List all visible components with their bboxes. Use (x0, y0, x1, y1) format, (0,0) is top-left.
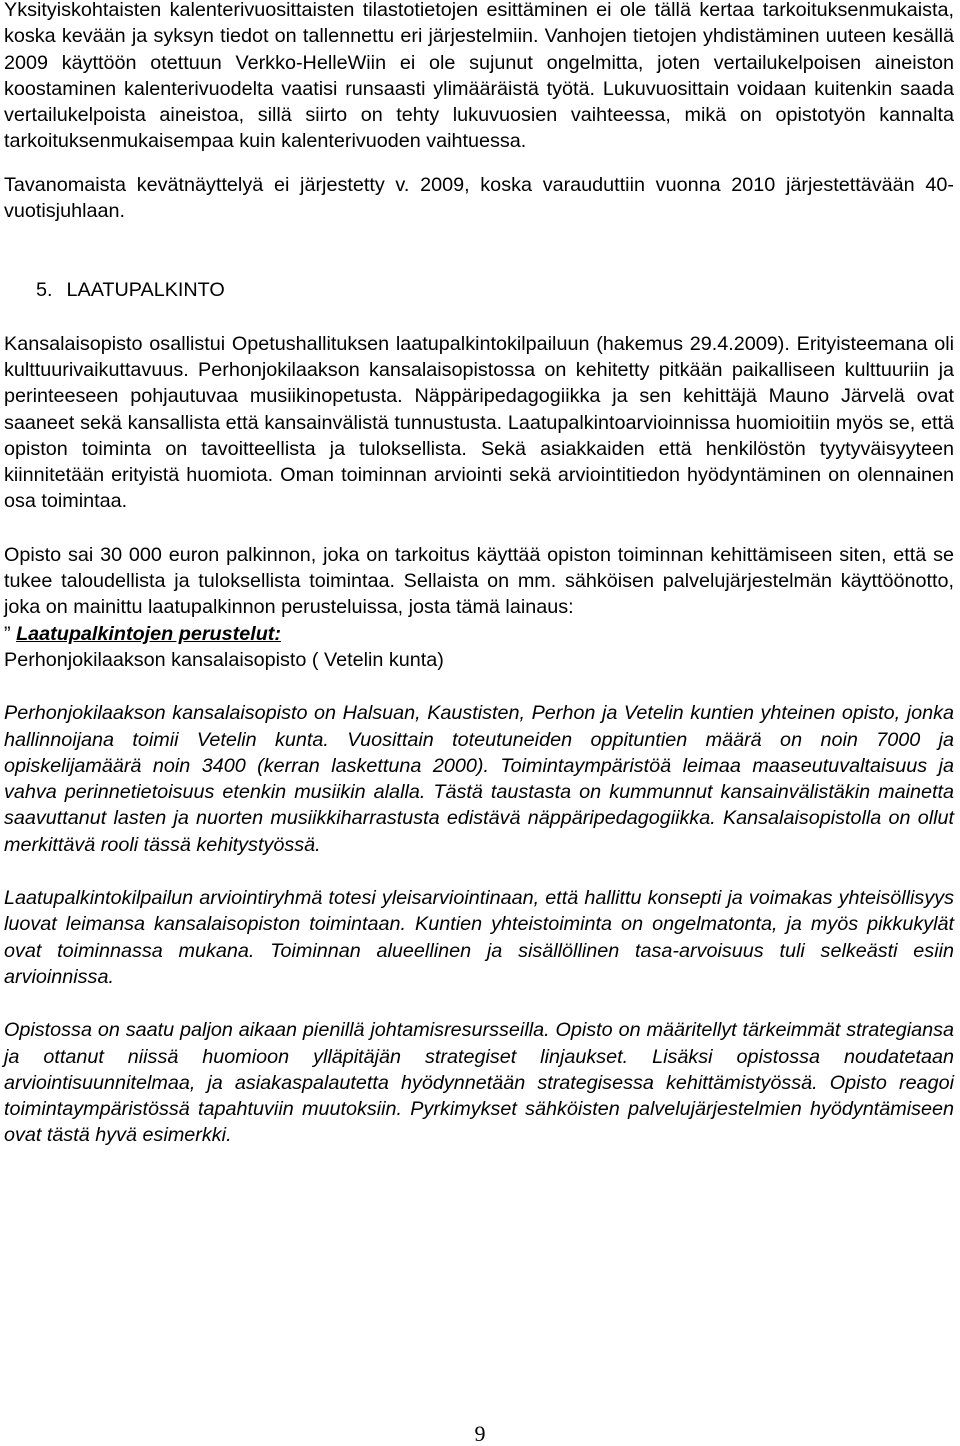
document-page (4, 0, 954, 1149)
quote-title: Laatupalkintojen perustelut: (16, 622, 281, 645)
paragraph-statistics: Yksityiskohtaisten kalenterivuosittaisten tilastotietojen esittäminen ei ole tällä kertaa tarkoituksenmukaista, koska kevään ja syksyn tiedot on tallennettu eri järjestelmiin. Vanhojen tietojen yhdistäminen uuteen kesällä 2009 käyttöön otettuun Verkko-HelleWiin ei ole sujunut ongelmitta, joten vertailukelpoisen aineiston koostaminen kalenterivuodelta vaatisi runsaasti ylimääräistä työtä. Lukuvuosittain voidaan kuitenkin saada vertailukelpoista aineistoa, sillä siirto on tehty lukuvuosien vaihteessa, mikä on opistotyön kannalta tarkoituksenmukaisempaa kuin kalenterivuoden vaihtuessa. (4, 0, 954, 153)
paragraph-prize: Opisto sai 30 000 euron palkinnon, joka on tarkoitus käyttää opiston toiminnan kehittämiseen siten, että se tukee taloudellista ja tuloksellista toimintaa. Sellaista on mm. sähköisen palvelujärjestelmän käyttöönotto, joka on mainittu laatupalkinnon perusteluissa, josta tämä lainaus: (4, 543, 954, 619)
paragraph-competition: Kansalaisopisto osallistui Opetushallituksen laatupalkintokilpailuun (hakemus 29.4.2009). Erityisteemana oli kulttuurivaikuttavuus. Perhonjokilaakson kansalaisopistossa on kehitetty pitkään paikalliseen kulttuuriin ja perinteeseen pohjautuvaa musiikinopetusta. Näppäripedagogiikka ja sen kehittäjä Mauno Järvelä ovat saaneet sekä kansallista että kansainvälistä tunnustusta. Laatupalkintoarvioinnissa huomioitiin myös se, että opiston toiminta on tavoitteellista ja tuloksellista. Sekä asiakkaiden että henkilöstön tyytyväisyyteen kiinnitetään erityistä huomiota. Oman toiminnan arviointi sekä arviointitiedon hyödyntäminen on olennainen osa toimintaa. (4, 332, 954, 513)
section-heading (36, 277, 954, 303)
quote-subtitle: Perhonjokilaakson kansalaisopisto ( Vetelin kunta) (4, 648, 444, 671)
quote-heading (4, 621, 954, 647)
section-title: LAATUPALKINTO (66, 279, 225, 302)
quote-paragraph-3: Opistossa on saatu paljon aikaan pienillä johtamisresursseilla. Opisto on määritellyt tärkeimmät strategiansa ja ottanut niissä huomioon ylläpitäjän strategiset linjaukset. Lisäksi opistossa noudatetaan arviointisuunnitelmaa, ja asiakaspalautetta hyödynnetään strategisessa kehittämistyössä. Opisto reagoi toimintaympäristössä tapahtuviin muutoksiin. Pyrkimykset sähköisten palvelujärjestelmien hyödyntämiseen ovat tästä hyvä esimerkki. (4, 1019, 954, 1147)
quote-paragraph-1: Perhonjokilaakson kansalaisopisto on Halsuan, Kaustisten, Perhon ja Vetelin kuntien yhteinen opisto, jonka hallinnoijana toimii Vetelin kunta. Vuosittain toteutuneiden oppituntien määrä on noin 7000 ja opiskelijamäärä noin 3400 (kerran laskettuna 2000). Toimintaympäristöä leimaa maaseutuvaltaisuus ja vahva perinnetietoisuus etenkin musiikin alalla. Tästä taustasta on kummunnut kansainvälistäkin mainetta saavuttanut lasten ja nuorten musiikkiharrastusta edistävä näppäripedagogiikka. Kansalaisopistolla on ollut merkittävä rooli tässä kehitystyössä. (4, 702, 954, 856)
quote-mark: ” (4, 622, 11, 645)
quote-paragraph-2: Laatupalkintokilpailun arviointiryhmä totesi yleisarviointinaan, että hallittu konsepti ja voimakas yhteisöllisyys luovat leimansa kansalaisopiston toimintaan. Kuntien yhteistoiminta on ongelmatonta, ja myös pikkukylät ovat toiminnassa mukana. Toiminnan alueellinen ja sisällöllinen tasa-arvoisuus tuli selkeästi esiin arvioinnissa. (4, 887, 954, 988)
page-number: 9 (474, 1421, 486, 1446)
section-number: 5. (36, 279, 53, 302)
paragraph-exhibition: Tavanomaista kevätnäyttelyä ei järjestetty v. 2009, koska varauduttiin vuonna 2010 järjestettävään 40-vuotisjuhlaan. (4, 173, 954, 223)
